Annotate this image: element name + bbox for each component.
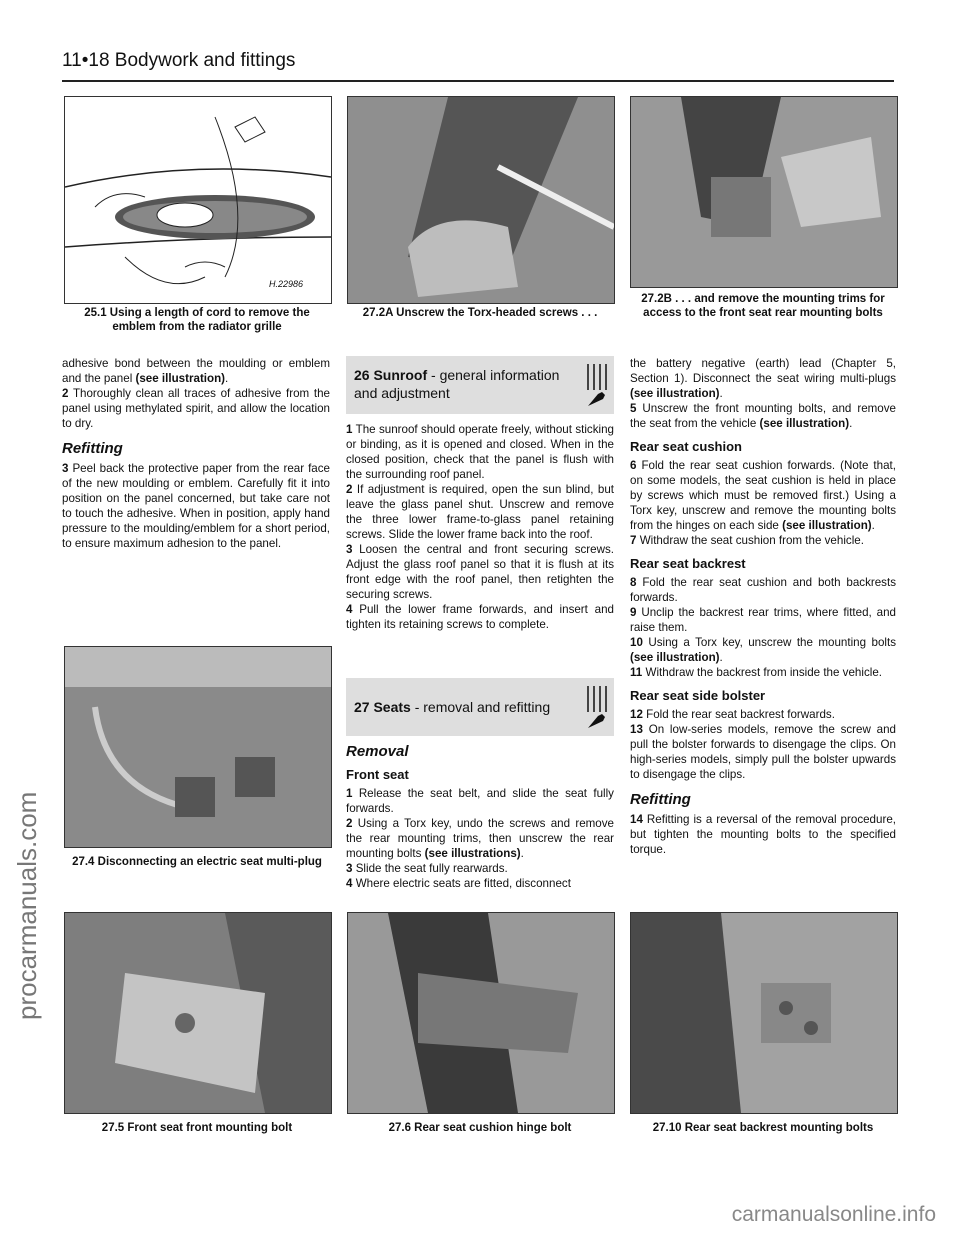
drawing-code: H.22986 — [268, 279, 303, 289]
heading-rear-seat-backrest: Rear seat backrest — [630, 556, 746, 571]
heading-removal: Removal — [346, 743, 409, 760]
column-2-removal: Removal Front seat 1 Release the seat belt, and slide the seat fully forwards. 2 Using a Torx key, undo the screws and remove the rear mounting trims, then unscrew the rear mounting bolts (see illustrations). 3 Slide the seat fully rearwards. 4 Where electric seats are fitted, disconnect — [346, 743, 614, 890]
page-header: 11•18 Bodywork and fittings — [62, 50, 296, 71]
heading-refitting: Refitting — [62, 440, 123, 457]
para-intro: adhesive bond between the moulding or emblem and the panel (see illustration). — [62, 357, 330, 385]
multi-plug-photo — [65, 647, 331, 847]
caption-27-5: 27.5 Front seat front mounting bolt — [101, 1122, 293, 1134]
figure-27-2a-photo — [347, 96, 615, 304]
difficulty-wrench-icon — [584, 684, 610, 730]
caption-27-4: 27.4 Disconnecting an electric seat multi-plug — [72, 856, 322, 868]
caption-27-10: 27.10 Rear seat backrest mounting bolts — [652, 1122, 874, 1134]
column-1 — [62, 356, 330, 551]
column-3: the battery negative (earth) lead (Chapter 5, Section 1). Disconnect the seat wiring multi-plugs (see illustration). 5 Unscrew the front mounting bolts, and remove the seat from the vehicle (see illustration). Rear seat cushion 6 Fold the rear seat cushion forwards. (Note that, on some models, the seat cushion is held in place by screws which must be removed first.) Using a Torx key, unscrew and remove the mounting bolts from the hinges on each side (see illustration). 7 Withdraw the seat cushion from the vehicle. Rear seat backrest 8 Fold the rear seat cushion and both backrests forwards. 9 Unclip the backrest rear trims, where fitted, and raise them. 10 Using a Torx key, unscrew the mounting bolts (see illustration). 11 Withdraw the backrest from inside the vehicle. Rear seat side bolster 12 Fold the rear seat backrest forwards. 13 On low-series models, remove the screw and pull the bolster forwards to disengage the clips. On high-series models, simply pull the bolster upwards to disengage the clips. Refitting 14 Refitting is a reversal of the removal procedure, but tighten the mounting bolts to the specified torque. — [630, 357, 896, 856]
emblem-drawing — [65, 97, 331, 303]
caption-27-2b: 27.2B . . . and remove the mounting trims for access to the front seat rear mounting bolts — [641, 293, 885, 319]
figure-27-4-photo — [64, 646, 332, 848]
para-2: 2 Thoroughly clean all traces of adhesive from the panel using methylated spirit, and allow the location to dry. — [62, 387, 330, 430]
front-mounting-bolt-photo — [65, 913, 331, 1113]
section-26-header: 26 Sunroof - general information and adjustment — [346, 356, 614, 414]
caption-27-6: 27.6 Rear seat cushion hinge bolt — [388, 1122, 572, 1134]
figure-25-1-drawing — [64, 96, 332, 304]
figure-27-5-photo — [64, 912, 332, 1114]
cushion-hinge-bolt-photo — [348, 913, 614, 1113]
heading-front-seat: Front seat — [346, 767, 409, 782]
heading-rear-seat-cushion: Rear seat cushion — [630, 439, 742, 454]
figure-27-10-photo — [630, 912, 898, 1114]
side-watermark: procarmanuals.com — [12, 791, 42, 1020]
header-rule — [62, 80, 894, 82]
caption-27-2a: 27.2A Unscrew the Torx-headed screws . . . — [362, 307, 598, 319]
column-2: 1 The sunroof should operate freely, without sticking or binding, as it is opened and closed. When in the closed position, check that the panel is flush with the surrounding roof panel. 2 If adjustment is required, open the sun blind, but leave the glass panel shut. Unscrew and remove the three lower frame-to-glass panel retaining screws. Slide the lower frame back into the roof. 3 Loosen the central and front securing screws. Adjust the glass roof panel so that it is flush at its front edge with the roof panel, then retighten the securing screws. 4 Pull the lower frame forwards, and insert and tighten its retaining screws to complete. — [346, 423, 615, 631]
figure-27-6-photo — [347, 912, 615, 1114]
footer-watermark: carmanualsonline.info — [731, 1203, 936, 1226]
para-3: 3 Peel back the protective paper from the rear face of the new moulding or emblem. Carefully fit it into position on the panel concerned, but take care not to touch the adhesive. When in position, apply hand pressure to the moulding/emblem for a short period, to ensure maximum adhesion to the panel. — [62, 462, 330, 550]
heading-refitting-2: Refitting — [630, 791, 691, 808]
caption-25-1: 25.1 Using a length of cord to remove the emblem from the radiator grille — [84, 307, 310, 333]
torx-screw-photo — [348, 97, 614, 303]
difficulty-wrench-icon — [584, 362, 610, 408]
backrest-mounting-bolts-photo — [631, 913, 897, 1113]
figure-27-2b-photo — [630, 96, 898, 288]
heading-rear-seat-side-bolster: Rear seat side bolster — [630, 688, 766, 703]
section-27-header: 27 Seats - removal and refitting — [346, 678, 614, 736]
mounting-trim-photo — [631, 97, 897, 287]
